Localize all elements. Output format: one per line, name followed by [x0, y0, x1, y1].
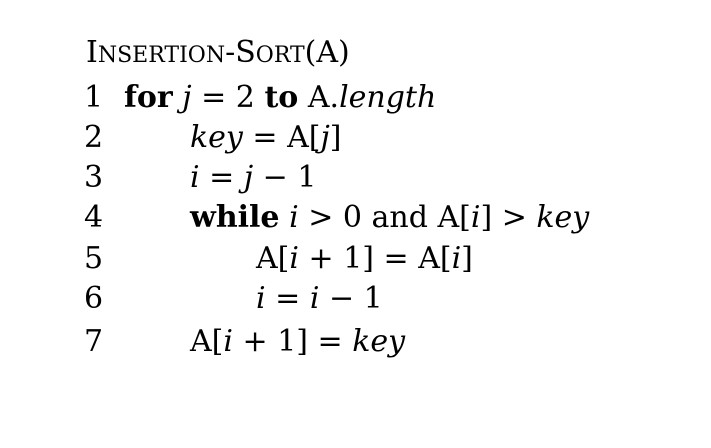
line-number: 3 [84, 160, 104, 195]
line-code [256, 279, 383, 319]
assignment-text: = A[ [242, 120, 321, 155]
line-number: 2 [84, 120, 104, 155]
bracket-close: ] [329, 120, 342, 155]
variable-j: j [243, 160, 254, 195]
title-second-rest: ORT [255, 43, 305, 68]
line-number: 5 [84, 241, 104, 276]
assignment-text: + 1] = [232, 324, 353, 359]
line-code [190, 198, 589, 238]
line-number: 1 [84, 80, 104, 115]
variable-i: i [223, 324, 233, 359]
variable-j: j [320, 120, 330, 155]
variable-i: i [451, 241, 462, 276]
variable-i: i [190, 160, 200, 195]
line-code [256, 239, 473, 279]
array-open: A[ [256, 241, 290, 276]
assignment-text: = [199, 160, 244, 195]
keyword-to: to [264, 80, 299, 115]
property-length: length [339, 80, 437, 115]
line-number: 7 [84, 324, 104, 359]
condition-text: ] > [480, 200, 537, 235]
expression-rest: − 1 [253, 160, 317, 195]
line-number: 4 [84, 200, 104, 235]
line-code [190, 322, 405, 362]
line-code [190, 158, 316, 198]
assignment-text: = 2 [191, 80, 265, 115]
variable-i: i [289, 200, 299, 235]
variable-key: key [536, 200, 590, 235]
line-code [124, 78, 436, 118]
assignment-text: + 1] = A[ [298, 241, 452, 276]
title-first-capital: I [86, 35, 98, 70]
keyword-for: for [124, 80, 173, 115]
title-first-rest: NSERTION [97, 43, 226, 68]
line-number: 6 [84, 281, 104, 316]
title-params: (A) [304, 35, 350, 70]
variable-key: key [190, 120, 243, 155]
line-code [190, 118, 342, 158]
title-dash: - [225, 35, 236, 70]
variable-i: i [470, 200, 481, 235]
variable-j: j [182, 80, 192, 115]
title-second-capital: S [235, 35, 256, 70]
bracket-close: ] [461, 241, 473, 276]
variable-i: i [309, 281, 320, 316]
variable-i: i [289, 241, 299, 276]
condition-text: > 0 and A[ [298, 200, 471, 235]
expression-rest: − 1 [319, 281, 383, 316]
variable-key: key [352, 324, 406, 359]
variable-i: i [256, 281, 266, 316]
assignment-text: = [265, 281, 310, 316]
space [280, 200, 290, 235]
array-object: A. [298, 80, 340, 115]
algorithm-title [86, 33, 350, 76]
array-open: A[ [190, 324, 224, 359]
keyword-while: while [190, 200, 280, 235]
